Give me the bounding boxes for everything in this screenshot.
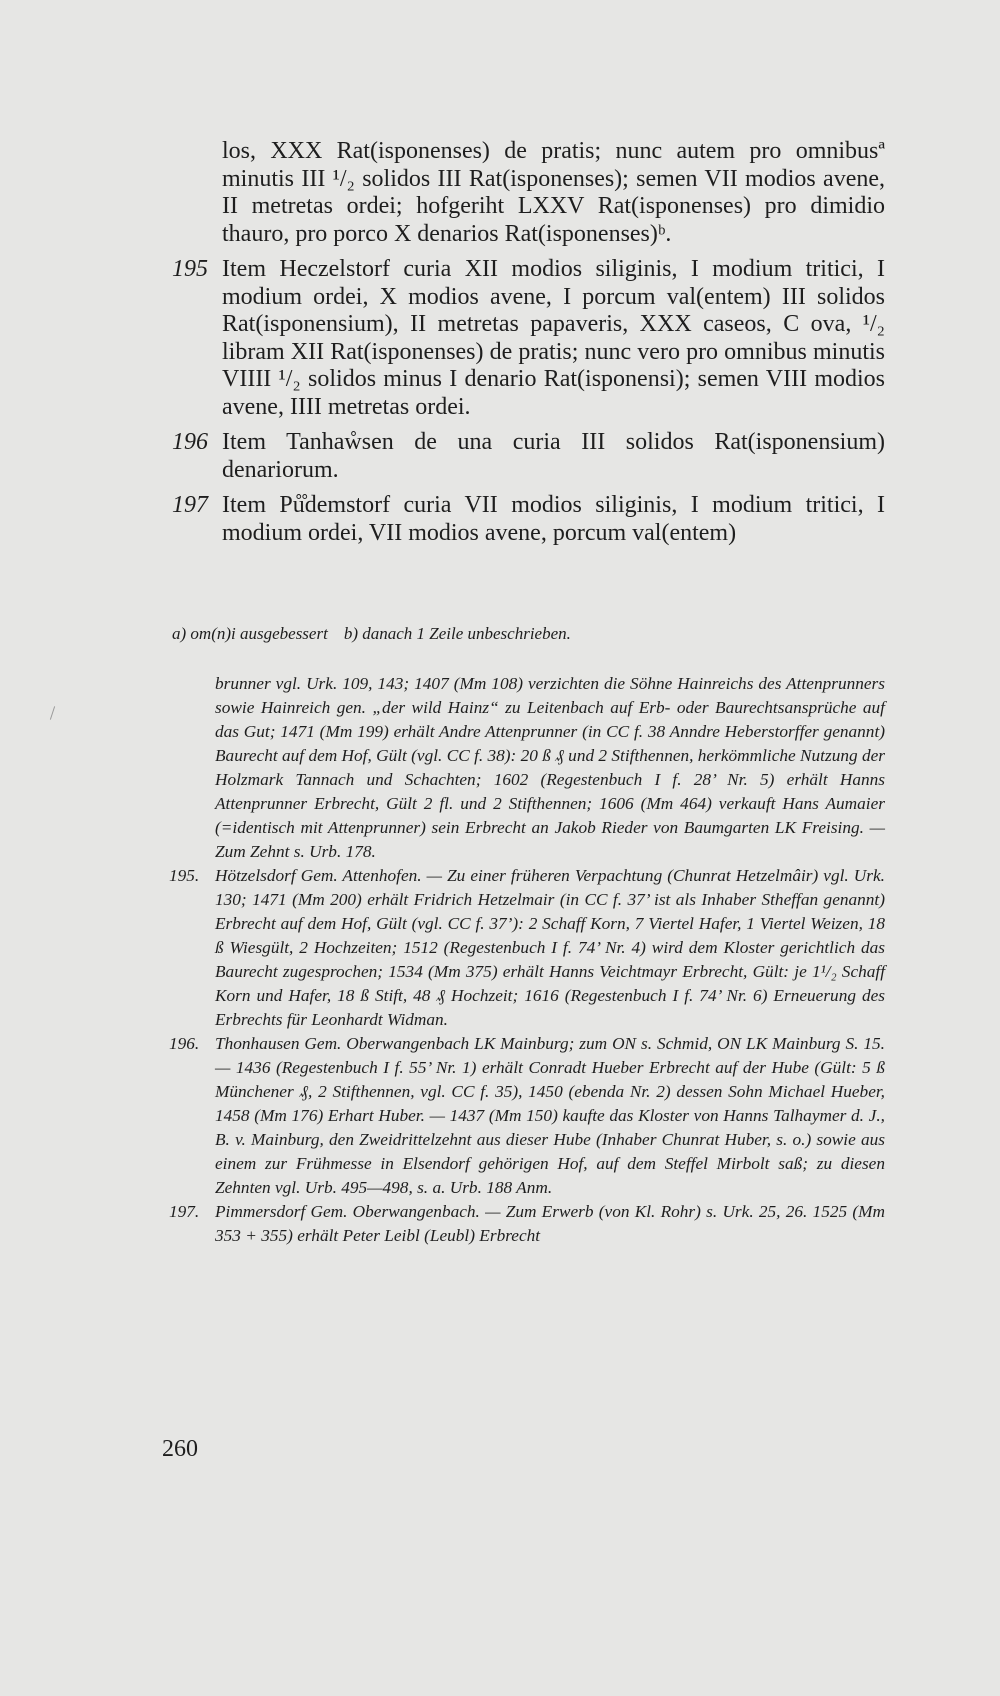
- commentary-text: Thonhausen Gem. Oberwangenbach LK Mainburg; zum ON s. Schmid, ON LK Mainburg S. 15. — 1436 (Regestenbuch I f. 55’ Nr. 1) erhält Conradt Hueber Erbrecht auf der Hube (Gült: 5 ß Münchener ₰, 2 Stifthennen, vgl. CC f. 35), 1450 (ebenda Nr. 2) dessen Sohn Michael Hueber, 1458 (Mm 176) Erhart Huber. — 1437 (Mm 150) kaufte das Kloster von Hanns Talhaymer d. J., B. v. Mainburg, den Zweidrittelzehnt aus dieser Hube (Inhaber Chunrat Huber, s. o.) sowie aus einem zur Frühmesse in Elsendorf gehörigen Hof, auf dem Steffel Mirbolt saß; zu diesen Zehnten vgl. Urb. 495—498, s. a. Urb. 188 Anm.: [215, 1034, 885, 1197]
- commentary-number: 197.: [169, 1202, 200, 1221]
- entry-number: 197: [172, 492, 208, 518]
- commentary: [169, 672, 885, 1248]
- footnote-a: a) om(n)i ausgebessert: [172, 624, 328, 643]
- commentary-197: [169, 1200, 885, 1248]
- commentary-196: [169, 1032, 885, 1200]
- entry-text: Item Heczelstorf curia XII modios siliginis, I modium tritici, I modium ordei, X modios avene, I porcum val(entem) III solidos Rat(isponensium), II metretas papaveris, XXX caseos, C ova, ¹/₂ libram XII Rat(isponenses) de pratis; nunc vero pro omnibus minutis VIIII ¹/₂ solidos minus I denario Rat(isponensi); semen VIII modios avene, IIII metretas ordei.: [222, 256, 885, 420]
- commentary-number: 195.: [169, 866, 200, 885]
- commentary-intro: brunner vgl. Urk. 109, 143; 1407 (Mm 108) verzichten die Söhne Hainreichs des Attenprunners sowie Hainreich gen. „der wild Hainz“ zu Leitenbach auf Erb- oder Baurechtsansprüche auf das Gut; 1471 (Mm 199) erhält Andre Attenprunner (in CC f. 38 Anndre Heberstorffer genannt) Baurecht auf dem Hof, Gült (vgl. CC f. 38): 20 ß ₰ und 2 Stifthennen, herkömmliche Nutzung der Holzmark Tannach und Schachten; 1602 (Regestenbuch I f. 28’ Nr. 5) erhält Hanns Attenprunner Erbrecht, Gült 2 fl. und 2 Stifthennen; 1606 (Mm 464) verkauft Hans Aumaier (=identisch mit Attenprunner) sein Erbrecht an Jakob Rieder von Baumgarten LK Freising. — Zum Zehnt s. Urb. 178.: [215, 674, 885, 861]
- commentary-text: Hötzelsdorf Gem. Attenhofen. — Zu einer früheren Verpachtung (Chunrat Hetzelmâir) vgl. Urk. 130; 1471 (Mm 200) erhält Fridrich Hetzelmair (in CC f. 37’ ist als Inhaber Stheffan genannt) Erbrecht auf dem Hof, Gült (vgl. CC f. 37’): 2 Schaff Korn, 7 Viertel Hafer, 1 Viertel Weizen, 18 ß Wiesgült, 2 Hochzeiten; 1512 (Regestenbuch I f. 74’ Nr. 4) wird dem Kloster gerichtlich das Baurecht zugesprochen; 1534 (Mm 375) erhält Hanns Veichtmayr Erbrecht, Gült: je 1¹/₂ Schaff Korn und Hafer, 18 ß Stift, 48 ₰ Hochzeit; 1616 (Regestenbuch I f. 74’ Nr. 6) Erneuerung des Erbrechts für Leonhardt Widman.: [215, 866, 885, 1029]
- entry-number: 196: [172, 429, 208, 455]
- entry-197: [172, 492, 885, 547]
- footnotes: [172, 622, 892, 646]
- main-text: [172, 138, 885, 547]
- commentary-number: 196.: [169, 1034, 200, 1053]
- entry-195: [172, 256, 885, 421]
- entry-196: [172, 429, 885, 484]
- entry-text: Item Pů̊demstorf curia VII modios siliginis, I modium tritici, I modium ordei, VII modios avene, porcum val(entem): [222, 492, 885, 546]
- entry-number: 195: [172, 256, 208, 282]
- margin-mark: [50, 706, 55, 720]
- entry-text: Item Tanhaẘsen de una curia III solidos Rat(isponensium) denariorum.: [222, 429, 885, 483]
- footnote-b: b) danach 1 Zeile unbeschrieben.: [343, 624, 571, 643]
- commentary-195: [169, 864, 885, 1032]
- continuation-paragraph: los, XXX Rat(isponenses) de pratis; nunc autem pro omnibusª minutis III ¹/₂ solidos III Rat(isponenses); semen VII modios avene, II metretas ordei; hofgeriht LXXV Rat(isponenses) pro dimidio thauro, pro porco X denarios Rat(isponenses)ᵇ.: [222, 138, 885, 247]
- commentary-text: Pimmersdorf Gem. Oberwangenbach. — Zum Erwerb (von Kl. Rohr) s. Urk. 25, 26. 1525 (Mm 353 + 355) erhält Peter Leibl (Leubl) Erbrecht: [215, 1202, 885, 1245]
- page-number: 260: [162, 1436, 198, 1462]
